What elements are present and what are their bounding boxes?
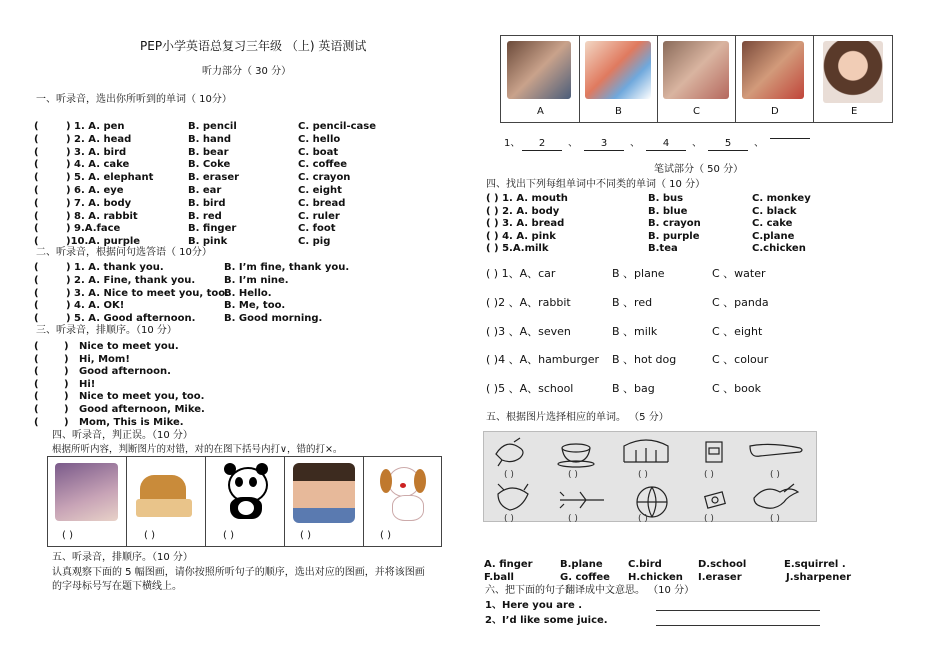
answer-prefix: 1、 xyxy=(504,138,521,149)
question-option-a: ( ) 1、A、car xyxy=(486,267,556,280)
question-option-a: ( ) 4. A. pink xyxy=(486,230,556,242)
question-option-c: C 、water xyxy=(712,267,766,280)
section-8-heading: 六、把下面的句子翻译成中文意思。 （10 分） xyxy=(485,585,695,596)
dog-picture xyxy=(380,461,432,523)
question-option-b: B. pencil xyxy=(188,121,237,132)
word-option: A. finger xyxy=(484,559,533,570)
page-title: PEP小学英语总复习三年级 （上) 英语测试 xyxy=(140,39,367,53)
question-option-b: B. finger xyxy=(188,223,237,235)
picture-e xyxy=(823,41,883,103)
word-option: F.ball xyxy=(484,572,514,583)
question-option-c: C 、colour xyxy=(712,353,769,367)
answer-paren-open[interactable]: ( xyxy=(34,416,39,428)
translation-sentence: 2、I’d like some juice. xyxy=(485,615,608,626)
question-option-b: B. crayon xyxy=(648,218,701,230)
picture-label: A xyxy=(537,106,544,117)
answer-paren-open[interactable]: ( xyxy=(34,133,39,145)
answer-paren-close: ) xyxy=(64,378,69,390)
question-option-b: B.tea xyxy=(648,243,678,255)
question-option-b: B. Hello. xyxy=(224,287,272,299)
answer-paren-close: ) xyxy=(64,353,69,365)
question-option-b: B 、plane xyxy=(612,267,665,280)
answer-paren-open[interactable]: ( xyxy=(34,121,39,132)
section-3-heading: 三、听录音，排顺序。（10 分） xyxy=(36,325,177,336)
answer-paren-open[interactable]: ( xyxy=(34,391,39,403)
question-option-a: ) 6. A. eye xyxy=(66,185,124,196)
question-option-a: ) 3. A. Nice to meet you, too. xyxy=(66,287,229,299)
question-option-a: ) 7. A. body xyxy=(66,197,132,209)
judgement-picture-strip xyxy=(47,456,442,547)
question-option-c: C. eight xyxy=(298,185,342,196)
question-option-b: B. ear xyxy=(188,185,222,196)
section-5-instruction-line1: 认真观察下面的 5 幅图画，请你按照所听句子的顺序，选出对应的图画，并将该图画 xyxy=(52,567,425,578)
answer-blank[interactable] xyxy=(770,138,810,139)
question-option-b: B. pink xyxy=(188,236,228,248)
picture-answer-blank[interactable]: ( ) xyxy=(704,514,714,524)
answer-paren-close: ) xyxy=(64,391,69,403)
word-option: E.squirrel . xyxy=(784,559,846,570)
answer-paren-open[interactable]: ( xyxy=(34,197,39,209)
question-option-c: C. cake xyxy=(752,218,793,230)
question-option-a: ) 1. A. pen xyxy=(66,121,125,132)
written-part-heading: 笔试部分（ 50 分） xyxy=(654,164,744,175)
question-option-a: ( )2 、A、rabbit xyxy=(486,295,571,309)
answer-separator: 、 xyxy=(568,138,578,149)
picture-answer-blank[interactable]: ( ) xyxy=(770,514,780,524)
answer-paren-close: ) xyxy=(64,366,69,378)
picture-answer-blank[interactable]: ( ) xyxy=(504,470,514,480)
sentence-text: Nice to meet you. xyxy=(79,341,179,352)
answer-paren-close: ) xyxy=(64,341,69,352)
question-option-a: ) 2. A. Fine, thank you. xyxy=(66,274,196,286)
answer-blank[interactable]: 3 xyxy=(584,138,624,151)
answer-blank[interactable]: 4 xyxy=(646,138,686,151)
boy-face-picture xyxy=(293,463,355,523)
answer-paren-open[interactable]: ( xyxy=(34,223,39,235)
question-option-c: C. crayon xyxy=(298,172,351,184)
question-option-b: B. bus xyxy=(648,193,684,204)
picture-d xyxy=(742,41,804,99)
question-option-a: ) 5. A. elephant xyxy=(66,172,154,184)
panda-picture xyxy=(218,463,274,521)
section-5-instruction-line2: 的字母标号写在题下横线上。 xyxy=(52,581,182,592)
question-option-b: B. bird xyxy=(188,197,226,209)
question-option-b: B 、bag xyxy=(612,382,655,396)
picture-answer-blank[interactable]: ( ) xyxy=(504,514,514,524)
answer-paren-open[interactable]: ( xyxy=(34,159,39,171)
answer-paren-open[interactable]: ( xyxy=(34,146,39,158)
question-option-a: ) 1. A. thank you. xyxy=(66,262,164,273)
answer-paren-open[interactable]: ( xyxy=(34,210,39,222)
question-option-b: B 、milk xyxy=(612,324,658,338)
word-option: B.plane xyxy=(560,559,603,570)
bread-picture xyxy=(136,469,194,521)
answer-paren-open[interactable]: ( xyxy=(34,287,39,299)
picture-label: B xyxy=(615,106,622,117)
boy-mouth-picture xyxy=(55,463,118,521)
picture-label: E xyxy=(851,106,858,117)
sentence-text: Nice to meet you, too. xyxy=(79,391,205,403)
question-option-b: B. Me, too. xyxy=(224,300,286,312)
answer-paren-open[interactable]: ( xyxy=(34,300,39,312)
question-option-a: ) 4. A. cake xyxy=(66,159,130,171)
sequence-picture-strip xyxy=(500,35,893,123)
question-option-c: C.plane xyxy=(752,230,795,242)
answer-paren-close: ) xyxy=(64,416,69,428)
question-option-c: C. pig xyxy=(298,236,331,248)
answer-blank[interactable]: 2 xyxy=(522,138,562,151)
picture-answer-blank[interactable]: ( ) xyxy=(704,470,714,480)
section-4-heading: 四、听录音，判正误。（10 分） xyxy=(52,430,193,441)
word-option: D.school xyxy=(698,559,747,570)
question-option-c: C. coffee xyxy=(298,159,348,171)
word-option: C.bird xyxy=(628,559,662,570)
answer-paren-open[interactable]: ( xyxy=(34,366,39,378)
section-2-heading: 二、听录音，根据问句选答语（ 10分） xyxy=(36,247,212,258)
question-option-a: ) 4. A. OK! xyxy=(66,300,125,312)
question-option-b: B. I’m fine, thank you. xyxy=(224,262,350,273)
question-option-b: B. red xyxy=(188,210,222,222)
picture-label: C xyxy=(693,106,700,117)
question-option-b: B. I’m nine. xyxy=(224,274,289,286)
answer-paren-open[interactable]: ( xyxy=(34,404,39,415)
question-option-a: ( ) 1. A. mouth xyxy=(486,193,568,204)
question-option-c: C 、panda xyxy=(712,295,769,309)
sentence-text: Hi, Mom! xyxy=(79,353,130,365)
word-option: H.chicken xyxy=(628,572,683,583)
answer-paren-open[interactable]: ( xyxy=(34,262,39,273)
answer-paren-open[interactable]: ( xyxy=(34,313,39,325)
question-option-a: ( ) 3. A. bread xyxy=(486,218,565,230)
question-option-c: C 、eight xyxy=(712,324,763,338)
judgement-answer-blank[interactable]: ( ) xyxy=(300,530,311,541)
answer-paren-open[interactable]: ( xyxy=(34,378,39,390)
question-option-c: C. monkey xyxy=(752,193,811,204)
word-picture-drawing xyxy=(483,431,817,522)
picture-sketches xyxy=(484,432,816,521)
question-option-c: C.chicken xyxy=(752,243,806,255)
question-option-a: ) 3. A. bird xyxy=(66,146,127,158)
picture-b xyxy=(585,41,651,99)
judgement-answer-blank[interactable]: ( ) xyxy=(62,530,73,541)
question-option-b: B. purple xyxy=(648,230,700,242)
translation-sentence: 1、Here you are . xyxy=(485,600,583,611)
question-option-c: C. foot xyxy=(298,223,336,235)
section-6-heading: 四、找出下列每组单词中不同类的单词（ 10 分） xyxy=(486,179,706,190)
question-option-a: ( ) 2. A. body xyxy=(486,205,560,217)
section-7-heading: 五、根据图片选择相应的单词。 （5 分） xyxy=(486,412,669,423)
question-option-b: B. eraser xyxy=(188,172,240,184)
question-option-a: ( )3 、A、seven xyxy=(486,324,571,338)
sentence-text: Hi! xyxy=(79,378,96,390)
answer-paren-open[interactable]: ( xyxy=(34,274,39,286)
question-option-a: ) 5. A. Good afternoon. xyxy=(66,313,196,325)
question-option-b: B. Good morning. xyxy=(224,313,323,325)
question-option-a: ) 2. A. head xyxy=(66,133,132,145)
picture-answer-blank[interactable]: ( ) xyxy=(638,514,648,524)
picture-a xyxy=(507,41,571,99)
judgement-answer-blank[interactable]: ( ) xyxy=(380,530,391,541)
picture-c xyxy=(663,41,729,99)
section-4-instruction: 根据所听内容，判断图片的对错，对的在图下括号内打∨，错的打×。 xyxy=(52,444,343,455)
question-option-b: B. Coke xyxy=(188,159,231,171)
answer-paren-open[interactable]: ( xyxy=(34,353,39,365)
answer-paren-open[interactable]: ( xyxy=(34,185,39,196)
question-option-c: C. hello xyxy=(298,133,341,145)
question-option-a: ( )4 、A、hamburger xyxy=(486,353,600,367)
word-option: J.sharpener xyxy=(786,572,852,583)
answer-separator: 、 xyxy=(754,138,764,149)
picture-answer-blank[interactable]: ( ) xyxy=(638,470,648,480)
answer-paren-open[interactable]: ( xyxy=(34,341,39,352)
question-option-a: ) 8. A. rabbit xyxy=(66,210,138,222)
question-option-c: C. bread xyxy=(298,197,346,209)
answer-blank[interactable]: 5 xyxy=(708,138,748,151)
word-option: G. coffee xyxy=(560,572,610,583)
answer-paren-open[interactable]: ( xyxy=(34,172,39,184)
question-option-b: B 、hot dog xyxy=(612,353,677,367)
question-option-c: C 、book xyxy=(712,382,761,396)
picture-answer-blank[interactable]: ( ) xyxy=(568,470,578,480)
question-option-a: ( ) 5.A.milk xyxy=(486,243,549,255)
translation-answer-line[interactable] xyxy=(656,624,820,626)
question-option-c: C. boat xyxy=(298,146,339,158)
question-option-c: C. pencil-case xyxy=(298,121,377,132)
question-option-a: ( )5 、A、school xyxy=(486,382,574,396)
judgement-answer-blank[interactable]: ( ) xyxy=(223,530,234,541)
question-option-b: B. blue xyxy=(648,205,688,217)
word-option: I.eraser xyxy=(698,572,742,583)
translation-answer-line[interactable] xyxy=(656,609,820,611)
answer-paren-close: ) xyxy=(64,404,69,415)
question-option-c: C. ruler xyxy=(298,210,340,222)
picture-answer-blank[interactable]: ( ) xyxy=(770,470,780,480)
question-option-a: )10.A. purple xyxy=(66,236,141,248)
question-option-b: B. hand xyxy=(188,133,232,145)
picture-label: D xyxy=(771,106,779,117)
answer-paren-open[interactable]: ( xyxy=(34,236,39,248)
answer-separator: 、 xyxy=(692,138,702,149)
question-option-a: ) 9.A.face xyxy=(66,223,121,235)
question-option-b: B. bear xyxy=(188,146,229,158)
picture-answer-blank[interactable]: ( ) xyxy=(568,514,578,524)
question-option-c: C. black xyxy=(752,205,797,217)
listening-part-heading: 听力部分（ 30 分） xyxy=(202,66,292,77)
sentence-text: Mom, This is Mike. xyxy=(79,416,184,428)
sentence-text: Good afternoon, Mike. xyxy=(79,404,205,415)
section-1-heading: 一、听录音，选出你所听到的单词（ 10分） xyxy=(36,94,232,105)
answer-separator: 、 xyxy=(630,138,640,149)
judgement-answer-blank[interactable]: ( ) xyxy=(144,530,155,541)
sentence-text: Good afternoon. xyxy=(79,366,171,378)
question-option-b: B 、red xyxy=(612,295,653,309)
section-5-heading: 五、听录音，排顺序。（10 分） xyxy=(52,552,193,563)
